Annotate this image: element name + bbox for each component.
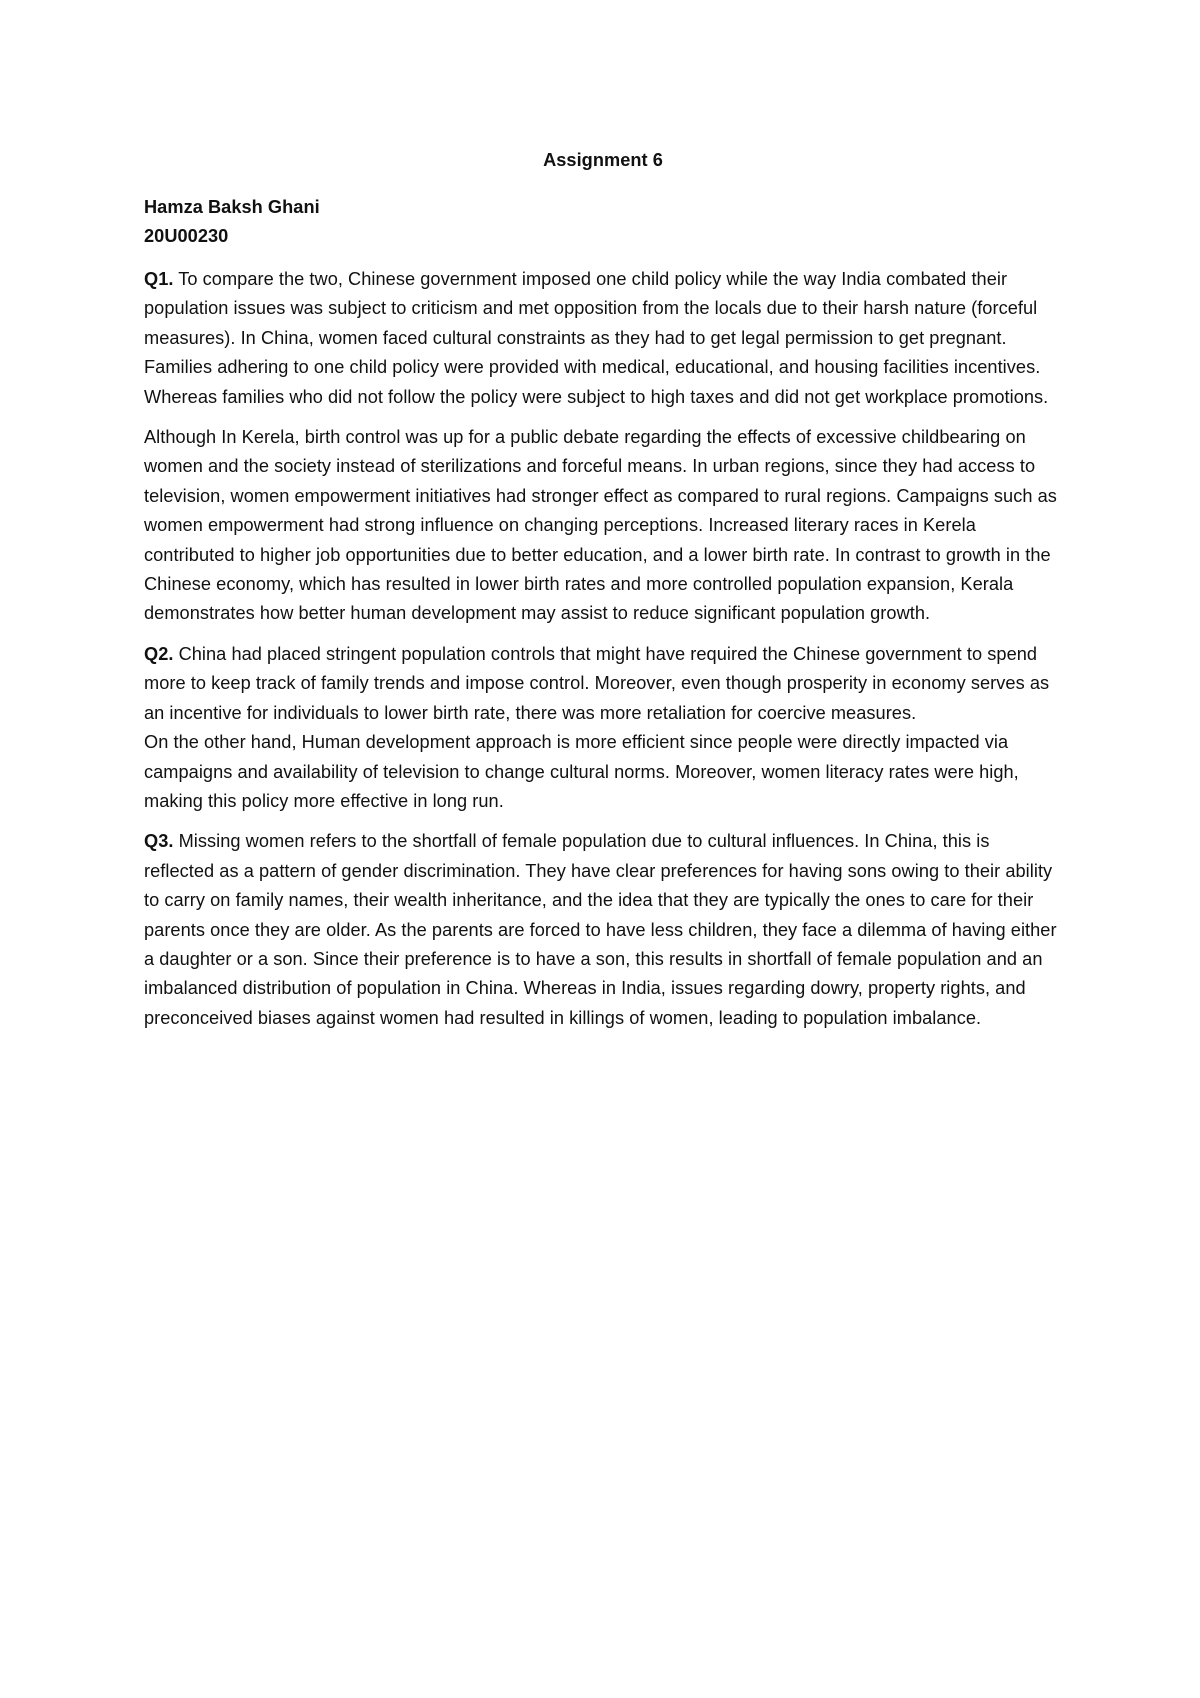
question-label-q1: Q1.: [144, 269, 174, 289]
document-body: [144, 146, 1062, 1044]
paragraph-kerala: [144, 423, 1062, 629]
paragraph-human-development: [144, 728, 1062, 816]
paragraph-text: China had placed stringent population controls that might have required the Chinese government to spend more to keep track of family trends and impose control. Moreover, even though prosperity in economy serves as an incentive for individuals to lower birth rate, there was more retaliation for coercive measures.: [144, 643, 1050, 723]
paragraph-q1: [144, 265, 1062, 412]
student-id: 20U00230: [144, 226, 229, 246]
question-label-q3: Q3.: [144, 831, 174, 852]
paragraph-q3: [144, 827, 1062, 1033]
question-label-q2: Q2.: [144, 643, 174, 664]
paragraph-q2: [144, 640, 1062, 728]
paragraph-text: On the other hand, Human development approach is more efficient since people were directly impacted via campaigns and availability of television to change cultural norms. Moreover, women literacy rates were high, making this policy more effective in long run.: [144, 732, 1019, 811]
author-name: Hamza Baksh Ghani: [144, 197, 320, 217]
paragraph-text: Missing women refers to the shortfall of female population due to cultural influences. In China, this is reflected as a pattern of gender discrimination. They have clear preferences for having sons owing to their ability to carry on family names, their wealth inheritance, and the idea that they are typically the ones to care for their parents once they are older. As the parents are forced to have less children, they face a dilemma of having either a daughter or a son. Since their preference is to have a son, this results in shortfall of female population and an imbalanced distribution of population in China. Whereas in India, issues regarding dowry, property rights, and preconceived biases against women had resulted in killings of women, leading to population imbalance.: [144, 831, 1057, 1028]
paragraph-text: To compare the two, Chinese government imposed one child policy while the way India combated their population issues was subject to criticism and met opposition from the locals due to their harsh nature (forceful measures). In China, women faced cultural constraints as they had to get legal permission to get pregnant. Families adhering to one child policy were provided with medical, educational, and housing facilities incentives. Whereas families who did not follow the policy were subject to high taxes and did not get workplace promotions.: [144, 269, 1049, 407]
document-title: Assignment 6: [543, 150, 663, 170]
paragraph-text: Although In Kerela, birth control was up for a public debate regarding the effects of excessive childbearing on women and the society instead of sterilizations and forceful means. In urban regions, since they had access to television, women empowerment initiatives had stronger effect as compared to rural regions. Campaigns such as women empowerment had strong influence on changing perceptions. Increased literary races in Kerela contributed to higher job opportunities due to better education, and a lower birth rate. In contrast to growth in the Chinese economy, which has resulted in lower birth rates and more controlled population expansion, Kerala demonstrates how better human development may assist to reduce significant population growth.: [144, 427, 1057, 624]
